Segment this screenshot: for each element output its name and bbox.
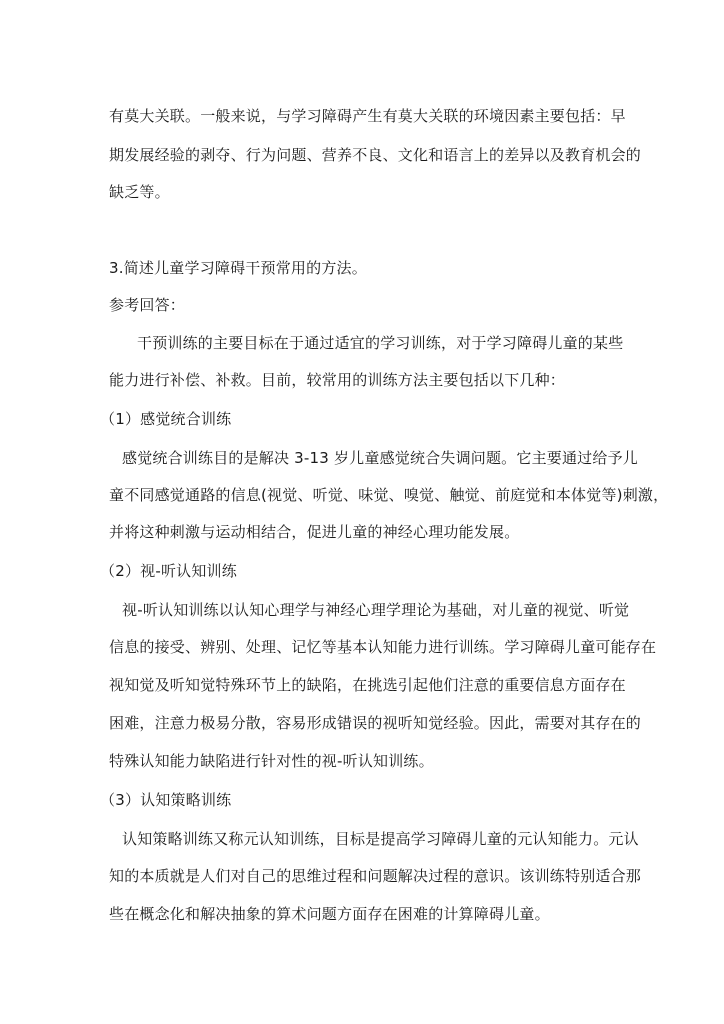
section-2-line-3: 视知觉及听知觉特殊环节上的缺陷，在挑选引起他们注意的重要信息方面存在 [109,676,626,694]
section-2-line-1: 视-听认知训练以认知心理学与神经心理学理论为基础，对儿童的视觉、听觉 [122,601,630,619]
section-3-line-3: 些在概念化和解决抽象的算术问题方面存在困难的计算障碍儿童。 [109,905,550,923]
answer-label: 参考回答： [109,296,186,314]
section-2-line-4: 困难，注意力极易分散，容易形成错误的视听知觉经验。因此，需要对其存在的 [109,714,642,732]
main-paragraph-line-1: 干预训练的主要目标在于通过适宜的学习训练，对于学习障碍儿童的某些 [137,334,624,352]
intro-line-1: 有莫大关联。一般来说，与学习障碍产生有莫大关联的环境因素主要包括：早 [109,107,626,125]
section-1-line-2: 童不同感觉通路的信息(视觉、听觉、味觉、嗅觉、触觉、前庭觉和本体觉等)刺激， [109,486,669,504]
intro-line-3: 缺乏等。 [109,183,170,201]
section-2-title: （2）视-听认知训练 [100,562,237,580]
section-1-title: （1）感觉统合训练 [100,410,232,428]
section-3-title: （3）认知策略训练 [100,791,232,809]
section-3-line-2: 知的本质就是人们对自己的思维过程和问题解决过程的意识。该训练特别适合那 [109,867,642,885]
section-1-line-1: 感觉统合训练目的是解决 3-13 岁儿童感觉统合失调问题。它主要通过给予儿 [122,449,638,467]
section-2-line-2: 信息的接受、辨别、处理、记忆等基本认知能力进行训练。学习障碍儿童可能存在 [109,638,657,656]
section-1-line-3: 并将这种刺激与运动相结合，促进儿童的神经心理功能发展。 [109,523,520,541]
intro-line-2: 期发展经验的剥夺、行为问题、营养不良、文化和语言上的差异以及教育机会的 [109,146,642,164]
section-2-line-5: 特殊认知能力缺陷进行针对性的视-听认知训练。 [109,752,434,770]
question-heading: 3.简述儿童学习障碍干预常用的方法。 [109,259,367,277]
main-paragraph-line-2: 能力进行补偿、补救。目前，较常用的训练方法主要包括以下几种： [109,371,566,389]
section-3-line-1: 认知策略训练又称元认知训练，目标是提高学习障碍儿童的元认知能力。元认 [122,830,639,848]
